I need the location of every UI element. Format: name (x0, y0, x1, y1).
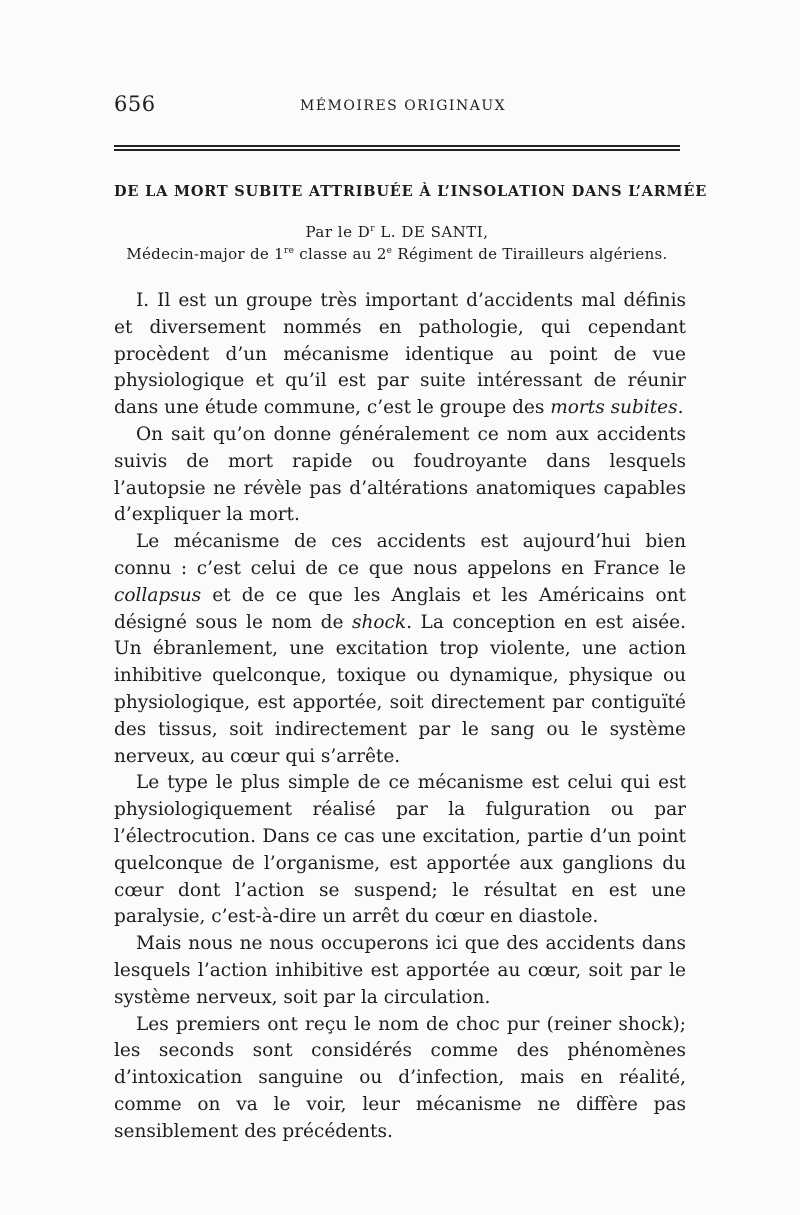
text-run: et de ce que les Anglais et les Américains ont désigné sous le nom de (114, 584, 686, 633)
affiliation-sup: re (283, 246, 295, 256)
text-run: Le mécanisme de ces accidents est aujourd’hui bien connu : c’est celui de ce que nous appelons en France le (114, 531, 686, 579)
text-run: . (677, 397, 684, 419)
author-sup: r (370, 224, 376, 234)
paragraph-4: Le type le plus simple de ce mécanisme est celui qui est physiologiquement réalisé par la fulguration ou par l’électrocution. Dans ce cas une excitation, partie d’un point quelconque de l’organisme, est apportée aux ganglions du cœur dont l’action se suspend; le résultat en est une paralysie, c’est-à-dire un arrêt du cœur en diastole. (114, 772, 686, 928)
paragraph-6: Les premiers ont reçu le nom de choc pur (reiner shock); les seconds sont considérés comme des phénomènes d’intoxication sanguine ou d’infection, mais en réalité, comme on va le voir, leur mécanisme ne diffère pas sensiblement des précédents. (114, 1013, 686, 1142)
paragraph-1 (114, 288, 686, 422)
paragraph-5: Mais nous ne nous occuperons ici que des accidents dans lesquels l’action inhibitive est apportée au cœur, soit par le système nerveux, soit par la circulation. (114, 933, 686, 1008)
text-run: . La conception en est aisée. Un ébranlement, une excitation trop violente, une action inhibitive quelconque, toxique ou dynamique, physique ou physiologique, est apportée, soit directement par contiguïté des tissus, soit indirectement par le sang ou le système nerveux, au cœur qui s’arrête. (114, 611, 686, 767)
affiliation-part: classe au 2 (294, 245, 387, 263)
body-text (114, 288, 686, 1146)
author-prefix: Par le D (305, 223, 371, 241)
running-head: MÉMOIRES ORIGINAUX (300, 98, 507, 114)
paragraph-2: On sait qu’on donne généralement ce nom aux accidents suivis de mort rapide ou foudroyante dans lesquels l’autopsie ne révèle pas d’altérations anatomiques capables d’expliquer la mort. (114, 423, 686, 526)
emphasis: collapsus (114, 584, 202, 606)
paragraph-3 (114, 529, 686, 770)
emphasis: morts subites (550, 397, 678, 419)
affiliation-sup: e (386, 246, 393, 256)
author-line (114, 223, 680, 241)
author-affiliation (114, 245, 680, 263)
author-name: L. DE SANTI, (375, 223, 489, 241)
affiliation-part: Médecin-major de 1 (126, 245, 284, 263)
affiliation-part: Régiment de Tirailleurs algériens. (392, 245, 668, 263)
article-title: DE LA MORT SUBITE ATTRIBUÉE À L’INSOLATION DANS L’ARMÉE (114, 183, 708, 200)
text-run: I. Il est un groupe très important d’accidents mal définis et diversement nommés en pathologie, qui cependant procèdent d’un mécanisme identique au point de vue physiologique et qu’il est par suite intéressant de réunir dans une étude commune, c’est le groupe des (114, 290, 686, 419)
header-double-rule (114, 145, 680, 151)
emphasis: shock (351, 611, 407, 633)
page-number: 656 (114, 92, 156, 116)
